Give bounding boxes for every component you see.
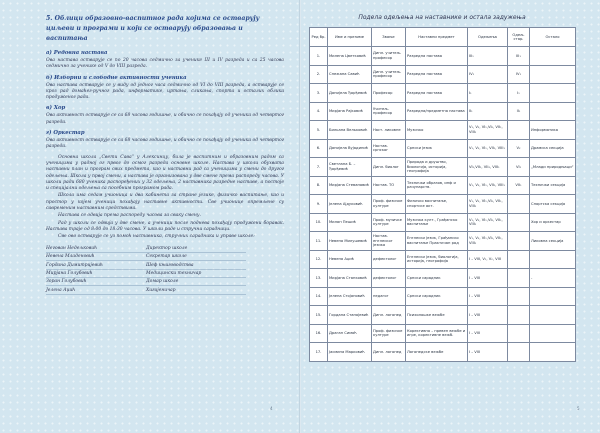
table-cell: II₁ — [508, 102, 530, 121]
table-cell: Ликовна секција — [530, 232, 576, 251]
table-cell: Професор — [372, 84, 406, 103]
table-row — [310, 287, 576, 306]
table-row — [310, 269, 576, 288]
table-cell: - — [530, 269, 576, 288]
table-cell: V₁, V₂, VI₁, VII₁, VIII₁ — [468, 176, 508, 195]
table-cell: Дипл. биолог — [372, 158, 406, 177]
table-cell: Светлана Б. – Ђорђевић — [328, 158, 372, 177]
table-cell: Настав. енглеског језика — [372, 232, 406, 251]
table-cell: Корективно – превен вежбе и игре, корективне вежб. — [406, 324, 468, 343]
table-cell — [508, 250, 530, 269]
table-cell: 6. — [310, 139, 328, 158]
table-row — [310, 47, 576, 66]
body-paragraph: Рад у школи се одвија у две смене, а ученици после поднева похађају продужени боравак. Настава траје од 8:00 до 18:30 часова. У школи раде и стручни сарадници. — [46, 220, 284, 232]
table-cell: „Млади природњаци“ — [530, 158, 576, 177]
table-row — [310, 158, 576, 177]
table-cell — [508, 324, 530, 343]
table-cell: Дипл. учитељ-професор — [372, 47, 406, 66]
table-cell: Проф. физичке културе — [372, 324, 406, 343]
block-heading: г) Оркестар — [46, 130, 85, 137]
table-cell: 16. — [310, 324, 328, 343]
staff-name: Негован Недељковић — [46, 245, 98, 251]
table-cell: 14. — [310, 287, 328, 306]
table-cell: VII₁ — [508, 176, 530, 195]
table-cell: Српски сарадник — [406, 287, 468, 306]
table-cell — [530, 343, 576, 362]
table-cell — [530, 324, 576, 343]
table-cell: дефектолог — [372, 269, 406, 288]
table-cell — [508, 195, 530, 214]
table-cell — [508, 269, 530, 288]
table-cell: V₁, V₂, VI₁,VI₂, VII₁, VIII₁ — [468, 195, 508, 214]
body-paragraph: Све ово остварује се уз помоћ наставника, стручних сарадника и управе школе: — [58, 234, 255, 240]
table-row — [310, 121, 576, 140]
table-cell: Природа и друштво, биологија, историја, географија — [406, 158, 468, 177]
body-paragraph: Основна школа „Свети Сава“ у Алексинцу, била је васпитним и образовним радом са ученицима у радној ог првог до осмог разреда основне школе. Настава у школи обухвата наставни план и програм свих предмета, као и наставни рад са ученицима у смени до другог одељења. Школа у првој смени, а настава је организована у две смене према распореду часова. У школи ради 680 ученика распоређених у 32 одељења, 2 наставника разредне наставе, а постоје и специјални одељења са посебним програмом рада. — [46, 154, 284, 192]
table-cell: Наст. ликовне — [372, 121, 406, 140]
block-text: Ова настава остварује се у виду од једног часа седмично од VI до VIII разреда, а остварује се кроз рад домаћег-ручног рада, информатике, цртања, сликања, спорта и осталих облика продуженог рада. — [46, 82, 284, 101]
staff-role: Секретар школе — [146, 254, 187, 260]
table-row — [310, 250, 576, 269]
table-cell: 7. — [310, 158, 328, 177]
table-row — [310, 213, 576, 232]
table-cell: 8. — [310, 176, 328, 195]
table-body — [310, 47, 576, 362]
table-cell: Спортска секција — [530, 195, 576, 214]
page-number: 5 — [577, 406, 580, 411]
table-cell: Снежана Савић — [328, 65, 372, 84]
table-header-row — [310, 28, 576, 47]
page-fold — [299, 0, 301, 433]
table-cell: Музичка култ., Грађанско васпитање — [406, 213, 468, 232]
staff-name: Мирјана Голубовић — [46, 270, 93, 276]
table-cell: Јасмина Марковић — [328, 343, 372, 362]
table-cell: Јелена Стојановић — [328, 287, 372, 306]
header-cell: Одељења — [468, 28, 508, 47]
table-cell: Енглески језик, биологија, историја, географија — [406, 250, 468, 269]
right-page — [309, 14, 575, 362]
table-cell: Дипл. логопед — [372, 306, 406, 325]
table-cell — [508, 232, 530, 251]
table-cell: IV₁ — [508, 65, 530, 84]
staff-role: Хигијеничар — [146, 287, 176, 293]
block-text: Ова настава остварује се по 20 часова седмично за ученике III и IV разреда и са 25 часова седмично за ученике од V до VIII разреда. — [46, 58, 284, 70]
table-row — [310, 102, 576, 121]
table-cell — [508, 213, 530, 232]
header-cell: Остало — [530, 28, 576, 47]
table-cell: 2. — [310, 65, 328, 84]
staff-name: Невена Младеновић — [46, 254, 95, 260]
table-cell: Бильана Вельковић — [328, 121, 372, 140]
header-cell: Наставни предмет — [406, 28, 468, 47]
body-paragraph: Школа има седам учионица и два кабинета за стране језике, физичко васпитање, као и простор у којем ученици похађају наставне активности. Све учионице опремљене су савременим наставним средствима. — [46, 193, 284, 212]
table-cell: I – VIII — [468, 306, 508, 325]
table-cell — [530, 102, 576, 121]
table-cell: I₁ — [468, 84, 508, 103]
table-cell: I – VIII — [468, 287, 508, 306]
staff-list — [46, 245, 246, 295]
staff-role: Медицински техничар — [146, 270, 202, 276]
left-page — [46, 14, 284, 295]
table-cell: дефектолог — [372, 250, 406, 269]
table-cell: Логопедске вежбе — [406, 343, 468, 362]
table-cell: III₁ — [468, 47, 508, 66]
table-cell: Милан Пешић — [328, 213, 372, 232]
table-cell: Српски језик — [406, 139, 468, 158]
table-cell: Учитељ-професор — [372, 102, 406, 121]
table-cell: педагог — [372, 287, 406, 306]
table-cell: Дипл. логопед — [372, 343, 406, 362]
table-row — [310, 84, 576, 103]
teacher-assignment-table — [309, 27, 576, 362]
table-cell: Невена Милушевић — [328, 232, 372, 251]
table-cell: I – VIII — [468, 269, 508, 288]
table-cell — [508, 121, 530, 140]
section-title: 5. Облици образовно-васпитног рада којима се остварују циљеви и програми и који се остварују образовања и васпитања — [46, 15, 260, 42]
table-row — [310, 139, 576, 158]
table-cell — [508, 287, 530, 306]
table-cell — [508, 343, 530, 362]
table-cell: Настав. српског — [372, 139, 406, 158]
table-cell: Дипл. учитељ-професор — [372, 65, 406, 84]
table-cell: Невена Аџић — [328, 250, 372, 269]
table-cell: 9. — [310, 195, 328, 214]
block-heading: б) Изборни и слободне активности ученика — [46, 74, 187, 81]
staff-row — [46, 286, 246, 294]
table-cell — [530, 250, 576, 269]
table-cell: VI₁ — [508, 158, 530, 177]
table-cell: I – VIII — [468, 343, 508, 362]
table-cell: Милена Цветковић — [328, 47, 372, 66]
table-cell: Енглески језик, Грађанско васпитање Практичан рад — [406, 232, 468, 251]
table-cell — [530, 65, 576, 84]
table-cell: V₁, V₂, VI₁,VI₂, VII₁, VIII₁ — [468, 121, 508, 140]
table-cell — [530, 287, 576, 306]
staff-role: Домар школе — [146, 279, 179, 285]
header-cell: Одељ. стар. — [508, 28, 530, 47]
table-cell: Информатика — [530, 121, 576, 140]
block-text: Ова активност остварује се са 68 часова годишње, и обично се похађају од ученика од четвртог разреда. — [46, 113, 284, 125]
header-cell: Звање — [372, 28, 406, 47]
block-text: Ова активност остварује се са 68 часова годишње, и обично се похађају од ученика од четвртог разреда. — [46, 138, 284, 150]
table-cell: Проф. музичке културе — [372, 213, 406, 232]
table-cell: Разредна настава — [406, 65, 468, 84]
table-cell: 1. — [310, 47, 328, 66]
header-cell: Име и презиме — [328, 28, 372, 47]
table-cell: 13. — [310, 269, 328, 288]
staff-row — [46, 270, 246, 278]
table-cell: Српски сарадник — [406, 269, 468, 288]
table-cell: Технички образов, инф и рачунарств. — [406, 176, 468, 195]
table-cell: Разредна/предметна настава — [406, 102, 468, 121]
table-cell: V₂ — [508, 139, 530, 158]
staff-name: Гордана Димитријевић — [46, 262, 103, 268]
table-cell: Разредна настава — [406, 84, 468, 103]
table-cell: V₁, V₂, VI₁,VI₂, VII₁, VIII₁ — [468, 232, 508, 251]
table-cell: Настав. ТО — [372, 176, 406, 195]
table-cell: Данијела Ђорђевић — [328, 84, 372, 103]
table-row — [310, 65, 576, 84]
header-cell: Ред бр. — [310, 28, 328, 47]
body-paragraph: Настава се одвија према распореду часова за сваку смену. — [58, 213, 201, 219]
staff-row — [46, 278, 246, 286]
table-cell: II₁ — [468, 102, 508, 121]
table-cell: Психолошке вежбе — [406, 306, 468, 325]
block-heading: а) Редовна настава — [46, 50, 108, 56]
table-cell: 15. — [310, 306, 328, 325]
staff-role: Директор школе — [146, 245, 188, 251]
table-cell: I₁ — [508, 84, 530, 103]
table-title: Подела одељења на наставнике и осталa задужења — [358, 14, 526, 21]
table-cell: Проф. физичке културе — [372, 195, 406, 214]
table-cell: VI₁,VII₁, VII₂, VIII₁ — [468, 158, 508, 177]
table-cell: 10. — [310, 213, 328, 232]
table-cell — [508, 306, 530, 325]
staff-row — [46, 245, 246, 253]
table-cell — [530, 306, 576, 325]
table-cell: Драган Симоћ — [328, 324, 372, 343]
table-cell: 11. — [310, 232, 328, 251]
table-cell: 5. — [310, 121, 328, 140]
table-cell — [530, 84, 576, 103]
table-cell: Разредна настава — [406, 47, 468, 66]
table-cell: 4. — [310, 102, 328, 121]
table-row — [310, 306, 576, 325]
table-cell: Гордана Станојевић — [328, 306, 372, 325]
table-cell: Музичко — [406, 121, 468, 140]
staff-name: Зоран Голубовић — [46, 279, 87, 285]
staff-row — [46, 253, 246, 261]
table-cell: I – VIII, V₁, V₂, VIII — [468, 250, 508, 269]
table-cell: Физичко васпитање, спортске акт. — [406, 195, 468, 214]
table-cell: Драмска секција — [530, 139, 576, 158]
table-cell: Мирјана Стевановић — [328, 176, 372, 195]
table-cell: 12. — [310, 250, 328, 269]
table-cell: Мирјана Рајковић — [328, 102, 372, 121]
table-cell: III₁ — [508, 47, 530, 66]
table-cell: Јелена Ајдуковић — [328, 195, 372, 214]
staff-row — [46, 261, 246, 269]
table-cell: IV₁ — [468, 65, 508, 84]
block-heading: в) Хор — [46, 105, 66, 112]
staff-role: Шеф књиговодства — [146, 262, 194, 268]
table-row — [310, 324, 576, 343]
table-cell: 3. — [310, 84, 328, 103]
table-row — [310, 343, 576, 362]
table-row — [310, 195, 576, 214]
table-cell: 17. — [310, 343, 328, 362]
table-cell: Технички секција — [530, 176, 576, 195]
table-cell — [530, 47, 576, 66]
table-cell: Хор и оркестар — [530, 213, 576, 232]
table-cell: V₁, V₂, VI₁,VI₂, VII₁, VIII₁ — [468, 213, 508, 232]
table-cell: I – VIII — [468, 324, 508, 343]
table-cell: Даниjела Вујадинић — [328, 139, 372, 158]
table-cell: Мирјана Станковић — [328, 269, 372, 288]
table-row — [310, 176, 576, 195]
staff-name: Јелена Аџић — [46, 287, 76, 293]
table-row — [310, 232, 576, 251]
table-cell: V₁, V₂, VI₁, VII₁, VIII₁ — [468, 139, 508, 158]
page-number: 4 — [270, 406, 273, 411]
